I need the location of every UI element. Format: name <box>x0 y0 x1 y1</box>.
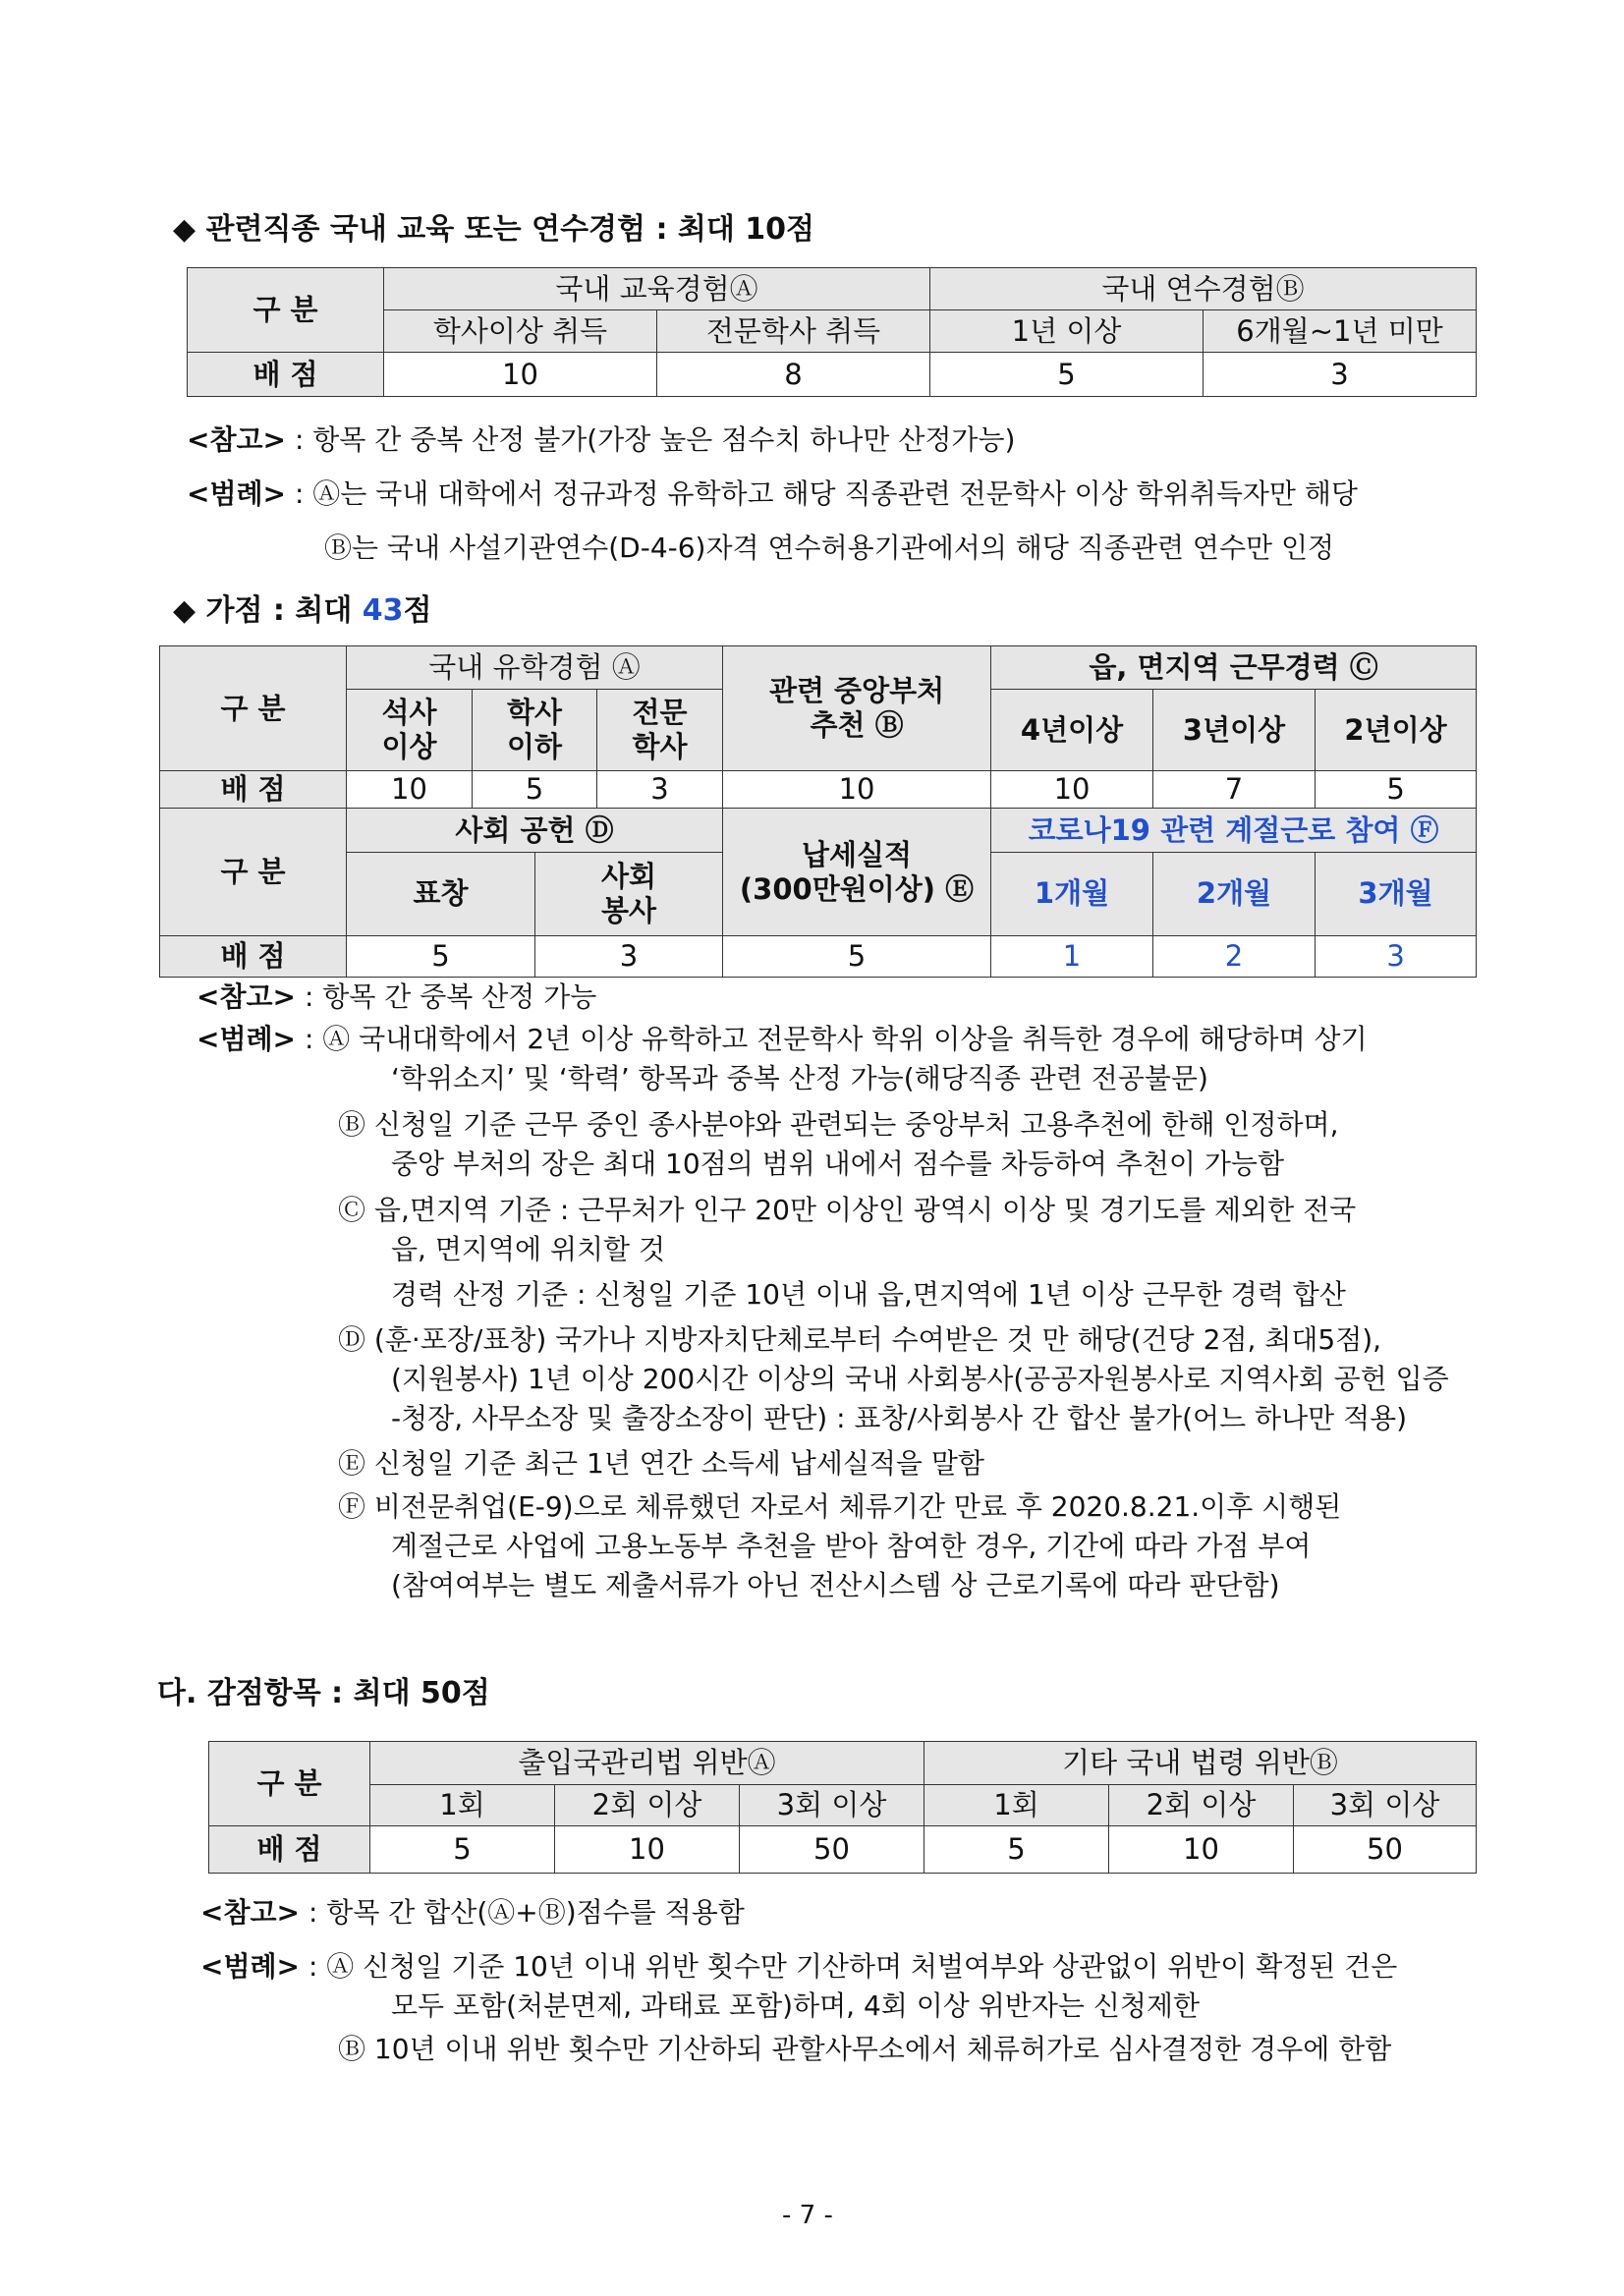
legend-mark: Ⓓ <box>338 1323 366 1356</box>
score-cell: 5 <box>473 771 597 809</box>
gubun-header: 구 분 <box>160 809 347 935</box>
section-title-penalty: 다. 감점항목 : 최대 50점 <box>157 1676 490 1710</box>
social-contribution-header: 사회 공헌 Ⓓ <box>347 809 723 852</box>
legend-line <box>200 1949 1397 1985</box>
col-master: 석사 이상 <box>347 690 473 771</box>
col-volunteer: 사회 봉사 <box>535 852 723 935</box>
legend-text: : Ⓐ 신청일 기준 10년 이내 위반 횟수만 기산하며 처벌여부와 상관없이 위반이 확정된 건은 <box>308 1950 1398 1983</box>
score-cell: 2 <box>1153 935 1316 977</box>
col-1month: 1개월 <box>991 852 1153 935</box>
immigration-violation-header: 출입국관리법 위반Ⓐ <box>370 1742 924 1785</box>
note-text: : 항목 간 합산(Ⓐ+Ⓑ)점수를 적용함 <box>308 1896 745 1929</box>
score-label: 배 점 <box>209 1826 370 1874</box>
col-bachelor: 학사이상 취득 <box>384 309 657 352</box>
score-label: 배 점 <box>160 771 347 809</box>
covid-seasonal-header: 코로나19 관련 계절근로 참여 Ⓕ <box>991 809 1477 852</box>
col-2yr: 2년이상 <box>1316 690 1477 771</box>
legend-line <box>338 1322 1381 1358</box>
gubun-header: 구 분 <box>188 268 384 353</box>
domestic-training-header: 국내 연수경험Ⓑ <box>930 268 1477 310</box>
score-cell: 3 <box>1204 352 1477 396</box>
legend-label: <범례> <box>196 1023 297 1055</box>
col-associate: 전문 학사 <box>597 690 723 771</box>
legend-text: (훈·포장/표창) 국가나 지방자치단체로부터 수여받은 것 만 해당(건당 2점, 최대5점), <box>373 1323 1382 1356</box>
col-count: 1회 <box>370 1785 555 1826</box>
col-count: 3회 이상 <box>1294 1785 1477 1826</box>
title-suffix: 점 <box>403 593 432 628</box>
score-cell: 3 <box>597 771 723 809</box>
legend-line: Ⓒ 읍,면지역 기준 : 근무처가 인구 20만 이상인 광역시 이상 및 경기도를 제외한 전국 <box>338 1194 1357 1226</box>
score-cell: 10 <box>347 771 473 809</box>
score-cell: 5 <box>1316 771 1477 809</box>
title-prefix: ◆ 가점 : 최대 <box>173 593 363 628</box>
legend-line <box>196 1022 1368 1057</box>
legend-line: (지원봉사) 1년 이상 200시간 이상의 국내 사회봉사(공공자원봉사로 지역사회 공헌 입증 <box>391 1363 1449 1395</box>
legend-text: : Ⓐ는 국내 대학에서 정규과정 유학하고 해당 직종관련 전문학사 이상 학위취득자만 해당 <box>294 477 1358 510</box>
other-law-violation-header: 기타 국내 법령 위반Ⓑ <box>924 1742 1477 1785</box>
legend-line: 계절근로 사업에 고용노동부 추천을 받아 참여한 경우, 기간에 따라 가점 부여 <box>391 1530 1312 1562</box>
note-label: <참고> <box>187 423 287 456</box>
legend-line: 중앙 부처의 장은 최대 10점의 범위 내에서 점수를 차등하여 추천이 가능함 <box>391 1148 1285 1180</box>
score-cell: 5 <box>924 1826 1109 1874</box>
bonus-score-table <box>159 645 1477 978</box>
col-3month: 3개월 <box>1316 852 1477 935</box>
score-label: 배 점 <box>160 935 347 977</box>
score-cell: 10 <box>555 1826 740 1874</box>
score-cell: 10 <box>384 352 657 396</box>
legend-line: 읍, 면지역에 위치할 것 <box>391 1233 666 1265</box>
legend-line: Ⓑ 10년 이내 위반 횟수만 기산하되 관할사무소에서 체류허가로 심사결정한 경우에 한함 <box>338 2033 1392 2065</box>
score-cell: 5 <box>347 935 535 977</box>
col-count: 1회 <box>924 1785 1109 1826</box>
legend-line: 모두 포함(처분면제, 과태료 포함)하며, 4회 이상 위반자는 신청제한 <box>391 1989 1201 2022</box>
legend-line: Ⓑ 신청일 기준 근무 중인 종사분야와 관련되는 중앙부처 고용추천에 한해 인정하며, <box>338 1108 1339 1141</box>
col-associate: 전문학사 취득 <box>657 309 930 352</box>
study-abroad-header: 국내 유학경험 Ⓐ <box>347 646 723 690</box>
penalty-score-table <box>208 1741 1477 1874</box>
score-cell: 10 <box>723 771 991 809</box>
col-2month: 2개월 <box>1153 852 1316 935</box>
gubun-header: 구 분 <box>209 1742 370 1826</box>
note-line <box>196 980 596 1015</box>
tax-record-header: 납세실적 (300만원이상) Ⓔ <box>723 809 991 935</box>
col-1yr: 1년 이상 <box>930 309 1204 352</box>
col-count: 2회 이상 <box>555 1785 740 1826</box>
score-cell: 3 <box>1316 935 1477 977</box>
score-cell: 7 <box>1153 771 1316 809</box>
col-4yr: 4년이상 <box>991 690 1153 771</box>
legend-line: Ⓕ 비전문취업(E-9)으로 체류했던 자로서 체류기간 만료 후 2020.8.21.이후 시행된 <box>338 1490 1342 1523</box>
section-title-bonus <box>173 586 432 629</box>
legend-line: ‘학위소지’ 및 ‘학력’ 항목과 중복 산정 가능(해당직종 관련 전공불문) <box>391 1062 1208 1094</box>
note-line <box>187 422 1015 458</box>
score-cell: 10 <box>991 771 1153 809</box>
col-count: 2회 이상 <box>1109 1785 1294 1826</box>
col-6mo-1yr: 6개월~1년 미만 <box>1204 309 1477 352</box>
legend-line: Ⓑ는 국내 사설기관연수(D-4-6)자격 연수허용기관에서의 해당 직종관련 연수만 인정 <box>324 532 1335 564</box>
section-title-training: ◆ 관련직종 국내 교육 또는 연수경험 : 최대 10점 <box>173 212 815 247</box>
score-cell: 3 <box>535 935 723 977</box>
ministry-recommend-header: 관련 중앙부처 추천 Ⓑ <box>723 646 991 771</box>
legend-line: -청장, 사무소장 및 출장소장이 판단) : 표창/사회봉사 간 합산 불가(어느 하나만 적용) <box>391 1402 1408 1434</box>
rural-work-header: 읍, 면지역 근무경력 Ⓒ <box>991 646 1477 690</box>
score-cell: 1 <box>991 935 1153 977</box>
legend-line: Ⓔ 신청일 기준 최근 1년 연간 소득세 납세실적을 말함 <box>338 1447 984 1480</box>
score-cell: 5 <box>930 352 1204 396</box>
page-number: - 7 - <box>782 2201 833 2230</box>
legend-label: <범례> <box>187 477 287 510</box>
legend-line: 경력 산정 기준 : 신청일 기준 10년 이내 읍,면지역에 1년 이상 근무한 경력 합산 <box>391 1278 1346 1311</box>
col-award: 표창 <box>347 852 535 935</box>
score-cell: 5 <box>723 935 991 977</box>
legend-label: <범례> <box>200 1950 301 1983</box>
legend-text: : Ⓐ 국내대학에서 2년 이상 유학하고 전문학사 학위 이상을 취득한 경우에 해당하며 상기 <box>304 1023 1368 1055</box>
score-cell: 8 <box>657 352 930 396</box>
score-cell: 50 <box>1294 1826 1477 1874</box>
gubun-header: 구 분 <box>160 646 347 771</box>
score-cell: 5 <box>370 1826 555 1874</box>
col-bachelor-below: 학사 이하 <box>473 690 597 771</box>
score-label: 배 점 <box>188 352 384 396</box>
score-cell: 50 <box>740 1826 924 1874</box>
note-line <box>200 1895 745 1931</box>
score-cell: 10 <box>1109 1826 1294 1874</box>
note-text: : 항목 간 중복 산정 가능 <box>304 980 597 1013</box>
title-number: 43 <box>362 593 404 628</box>
legend-line <box>187 476 1358 512</box>
legend-line: (참여여부는 별도 제출서류가 아닌 전산시스템 상 근로기록에 따라 판단함) <box>391 1569 1280 1601</box>
col-3yr: 3년이상 <box>1153 690 1316 771</box>
col-count: 3회 이상 <box>740 1785 924 1826</box>
note-label: <참고> <box>196 980 297 1013</box>
note-text: : 항목 간 중복 산정 불가(가장 높은 점수치 하나만 산정가능) <box>294 423 1016 456</box>
note-label: <참고> <box>200 1896 301 1929</box>
domestic-education-header: 국내 교육경험Ⓐ <box>384 268 930 310</box>
training-score-table <box>187 267 1477 397</box>
